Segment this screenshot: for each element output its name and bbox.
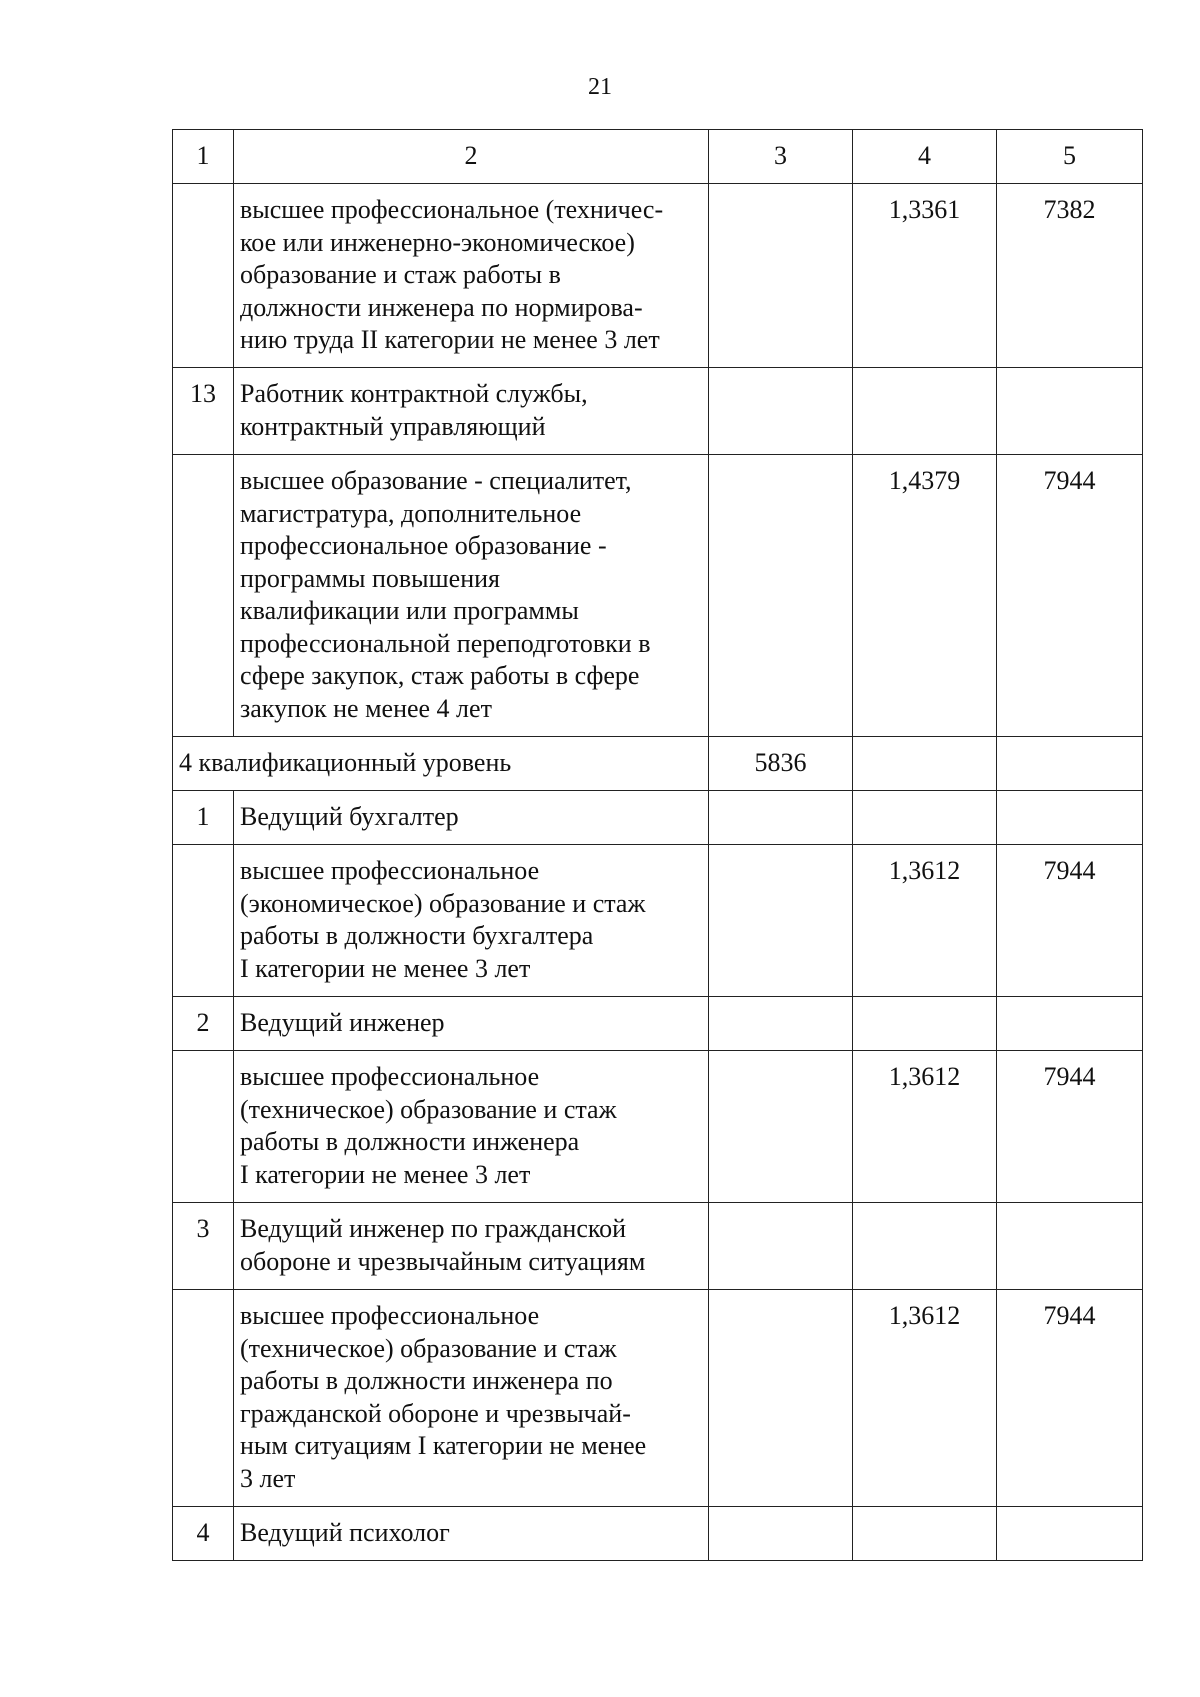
salary-cell xyxy=(997,997,1143,1051)
salary-cell: 7382 xyxy=(997,184,1143,368)
text-line: обороне и чрезвычайным ситуациям xyxy=(240,1246,646,1276)
salary-cell: 7944 xyxy=(997,1290,1143,1507)
text-line: (техническое) образование и стаж xyxy=(240,1094,617,1124)
text-line: магистратура, дополнительное xyxy=(240,498,582,528)
base-salary-cell xyxy=(709,455,853,737)
base-salary-cell xyxy=(709,184,853,368)
salary-cell xyxy=(997,368,1143,455)
salary-cell xyxy=(997,791,1143,845)
qualification-level-row xyxy=(173,737,1143,791)
position-requirements xyxy=(234,184,709,368)
row-number: 2 xyxy=(173,997,234,1051)
text-line: высшее профессиональное xyxy=(240,1062,540,1091)
position-requirements xyxy=(234,845,709,997)
table-row xyxy=(173,1290,1143,1507)
base-salary-cell xyxy=(709,1507,853,1561)
position-title xyxy=(234,1203,709,1290)
text-line: профессиональное образование - xyxy=(240,531,607,560)
coefficient-cell: 1,3612 xyxy=(853,1290,997,1507)
table-row xyxy=(173,368,1143,455)
text-line: 3 лет xyxy=(240,1463,296,1493)
text-line: должности инженера по нормирова- xyxy=(240,292,643,322)
table-row xyxy=(173,184,1143,368)
row-number xyxy=(173,1290,234,1507)
coefficient-cell xyxy=(853,368,997,455)
coefficient-cell: 1,3612 xyxy=(853,1051,997,1203)
base-salary-cell xyxy=(709,1051,853,1203)
qualification-level-label: 4 квалификационный уровень xyxy=(173,737,709,791)
coefficient-cell: 1,3612 xyxy=(853,845,997,997)
coefficient-cell xyxy=(853,791,997,845)
page-number: 21 xyxy=(588,74,612,100)
text-line: Ведущий психолог xyxy=(240,1518,450,1547)
text-line: работы в должности инженера по xyxy=(240,1366,613,1395)
salary-cell xyxy=(997,1203,1143,1290)
text-line: Ведущий инженер по гражданской xyxy=(240,1214,627,1243)
text-line: Работник контрактной службы, xyxy=(240,379,588,408)
salary-cell: 7944 xyxy=(997,1051,1143,1203)
text-line: высшее профессиональное xyxy=(240,856,540,885)
text-line: профессиональной переподготовки в xyxy=(240,628,651,658)
header-cell-5: 5 xyxy=(997,130,1143,184)
position-title xyxy=(234,997,709,1051)
text-line: (экономическое) образование и стаж xyxy=(240,888,646,918)
header-cell-3: 3 xyxy=(709,130,853,184)
qualification-table xyxy=(172,129,1143,1561)
text-line: высшее профессиональное xyxy=(240,1301,540,1330)
table-header-row xyxy=(173,130,1143,184)
coefficient-cell xyxy=(853,737,997,791)
text-line: контрактный управляющий xyxy=(240,411,546,441)
base-salary-cell xyxy=(709,997,853,1051)
table-row xyxy=(173,1507,1143,1561)
row-number: 4 xyxy=(173,1507,234,1561)
text-line: работы в должности бухгалтера xyxy=(240,921,594,950)
row-number xyxy=(173,184,234,368)
base-salary-cell: 5836 xyxy=(709,737,853,791)
base-salary-cell xyxy=(709,1203,853,1290)
base-salary-cell xyxy=(709,368,853,455)
text-line: закупок не менее 4 лет xyxy=(240,693,492,723)
text-line: высшее образование - специалитет, xyxy=(240,466,632,495)
text-line: работы в должности инженера xyxy=(240,1127,580,1156)
text-line: Ведущий инженер xyxy=(240,1008,445,1037)
row-number xyxy=(173,455,234,737)
coefficient-cell: 1,3361 xyxy=(853,184,997,368)
position-requirements xyxy=(234,455,709,737)
salary-cell: 7944 xyxy=(997,455,1143,737)
text-line: Ведущий бухгалтер xyxy=(240,802,459,831)
position-title xyxy=(234,368,709,455)
header-cell-1: 1 xyxy=(173,130,234,184)
text-line: образование и стаж работы в xyxy=(240,260,561,289)
salary-cell: 7944 xyxy=(997,845,1143,997)
text-line: I категории не менее 3 лет xyxy=(240,1159,531,1189)
header-cell-2: 2 xyxy=(234,130,709,184)
text-line: нию труда II категории не менее 3 лет xyxy=(240,325,660,354)
position-requirements xyxy=(234,1290,709,1507)
row-number: 13 xyxy=(173,368,234,455)
table-row xyxy=(173,1051,1143,1203)
text-line: квалификации или программы xyxy=(240,596,579,625)
coefficient-cell: 1,4379 xyxy=(853,455,997,737)
table-row xyxy=(173,455,1143,737)
table-row xyxy=(173,791,1143,845)
text-line: кое или инженерно-экономическое) xyxy=(240,227,635,257)
salary-cell xyxy=(997,737,1143,791)
row-number: 1 xyxy=(173,791,234,845)
text-line: гражданской обороне и чрезвычай- xyxy=(240,1398,631,1428)
coefficient-cell xyxy=(853,1203,997,1290)
text-line: программы повышения xyxy=(240,563,500,593)
row-number: 3 xyxy=(173,1203,234,1290)
text-line: высшее профессиональное (техничес- xyxy=(240,195,664,224)
coefficient-cell xyxy=(853,1507,997,1561)
table-row xyxy=(173,997,1143,1051)
table-row xyxy=(173,1203,1143,1290)
header-cell-4: 4 xyxy=(853,130,997,184)
text-line: I категории не менее 3 лет xyxy=(240,953,531,983)
position-title xyxy=(234,791,709,845)
table-row xyxy=(173,845,1143,997)
position-requirements xyxy=(234,1051,709,1203)
base-salary-cell xyxy=(709,845,853,997)
row-number xyxy=(173,845,234,997)
row-number xyxy=(173,1051,234,1203)
base-salary-cell xyxy=(709,791,853,845)
text-line: сфере закупок, стаж работы в сфере xyxy=(240,661,640,690)
text-line: (техническое) образование и стаж xyxy=(240,1333,617,1363)
text-line: ным ситуациям I категории не менее xyxy=(240,1431,647,1460)
salary-cell xyxy=(997,1507,1143,1561)
coefficient-cell xyxy=(853,997,997,1051)
base-salary-cell xyxy=(709,1290,853,1507)
position-title xyxy=(234,1507,709,1561)
